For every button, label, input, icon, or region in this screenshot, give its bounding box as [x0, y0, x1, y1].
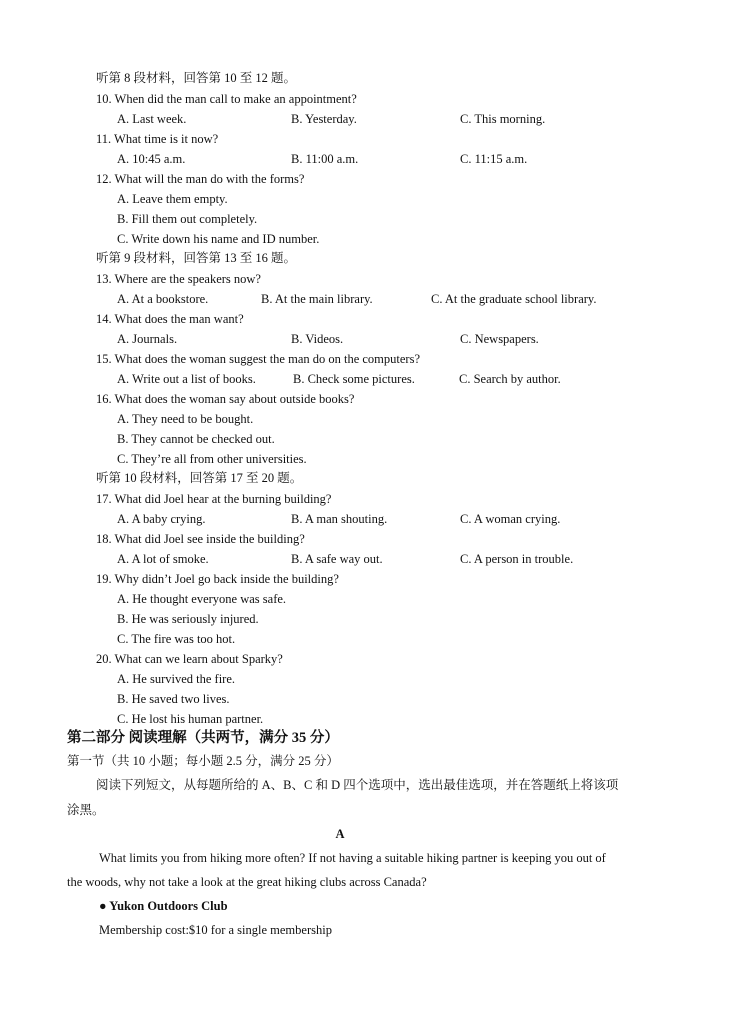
section-one-heading: 第一节（共 10 小题；每小题 2.5 分，满分 25 分） — [67, 754, 339, 768]
question-19: 19. Why didn’t Joel go back inside the building? — [96, 572, 339, 586]
q17-option-b: B. A man shouting. — [291, 512, 388, 526]
question-17: 17. What did Joel hear at the burning building? — [96, 492, 332, 506]
q10-option-c: C. This morning. — [460, 112, 546, 126]
q19-option-b: B. He was seriously injured. — [117, 612, 259, 626]
passage-label: A — [335, 827, 345, 841]
q11-option-c: C. 11:15 a.m. — [460, 152, 528, 166]
club-name-yukon: ● Yukon Outdoors Club — [99, 899, 228, 913]
q17-option-c: C. A woman crying. — [460, 512, 561, 526]
q19-option-a: A. He thought everyone was safe. — [117, 592, 287, 606]
q13-option-c: C. At the graduate school library. — [431, 292, 597, 306]
question-18: 18. What did Joel see inside the building? — [96, 532, 305, 546]
passage-line-1: What limits you from hiking more often? If not having a suitable hiking partner is keeping you out of — [99, 851, 606, 865]
q20-option-a: A. He survived the fire. — [117, 672, 236, 686]
q18-option-a: A. A lot of smoke. — [117, 552, 209, 566]
q14-option-b: B. Videos. — [291, 332, 344, 346]
section-8-instruction: 听第 8 段材料，回答第 10 至 12 题。 — [96, 71, 297, 85]
question-15: 15. What does the woman suggest the man do on the computers? — [96, 352, 421, 366]
q13-option-b: B. At the main library. — [261, 292, 373, 306]
question-11: 11. What time is it now? — [96, 132, 219, 146]
q20-option-c: C. He lost his human partner. — [117, 712, 264, 726]
q13-option-a: A. At a bookstore. — [117, 292, 209, 306]
q12-option-b: B. Fill them out completely. — [117, 212, 258, 226]
question-10: 10. When did the man call to make an appointment? — [96, 92, 357, 106]
section-10-instruction: 听第 10 段材料，回答第 17 至 20 题。 — [96, 471, 303, 485]
q16-option-a: A. They need to be bought. — [117, 412, 254, 426]
question-16: 16. What does the woman say about outside books? — [96, 392, 355, 406]
q17-option-a: A. A baby crying. — [117, 512, 206, 526]
instruction-line-1: 阅读下列短文，从每题所给的 A、B、C 和 D 四个选项中，选出最佳选项，并在答题纸上将该项 — [96, 778, 619, 792]
q12-option-a: A. Leave them empty. — [117, 192, 228, 206]
q15-option-b: B. Check some pictures. — [293, 372, 415, 386]
passage-line-2: the woods, why not take a look at the great hiking clubs across Canada? — [67, 875, 427, 889]
q14-option-c: C. Newspapers. — [460, 332, 539, 346]
question-20: 20. What can we learn about Sparky? — [96, 652, 283, 666]
part-two-title: 第二部分 阅读理解（共两节，满分 35 分） — [67, 730, 339, 746]
section-9-instruction: 听第 9 段材料，回答第 13 至 16 题。 — [96, 251, 297, 265]
q15-option-a: A. Write out a list of books. — [117, 372, 256, 386]
instruction-line-2: 涂黑。 — [67, 803, 105, 817]
q12-option-c: C. Write down his name and ID number. — [117, 232, 320, 246]
q19-option-c: C. The fire was too hot. — [117, 632, 236, 646]
question-14: 14. What does the man want? — [96, 312, 244, 326]
q16-option-b: B. They cannot be checked out. — [117, 432, 275, 446]
q11-option-a: A. 10:45 a.m. — [117, 152, 186, 166]
q10-option-b: B. Yesterday. — [291, 112, 357, 126]
q15-option-c: C. Search by author. — [459, 372, 561, 386]
q14-option-a: A. Journals. — [117, 332, 178, 346]
q16-option-c: C. They’re all from other universities. — [117, 452, 307, 466]
q10-option-a: A. Last week. — [117, 112, 187, 126]
q18-option-c: C. A person in trouble. — [460, 552, 574, 566]
q11-option-b: B. 11:00 a.m. — [291, 152, 359, 166]
question-12: 12. What will the man do with the forms? — [96, 172, 305, 186]
q18-option-b: B. A safe way out. — [291, 552, 383, 566]
club-membership-cost: Membership cost:$10 for a single membership — [99, 923, 332, 937]
question-13: 13. Where are the speakers now? — [96, 272, 261, 286]
q20-option-b: B. He saved two lives. — [117, 692, 230, 706]
